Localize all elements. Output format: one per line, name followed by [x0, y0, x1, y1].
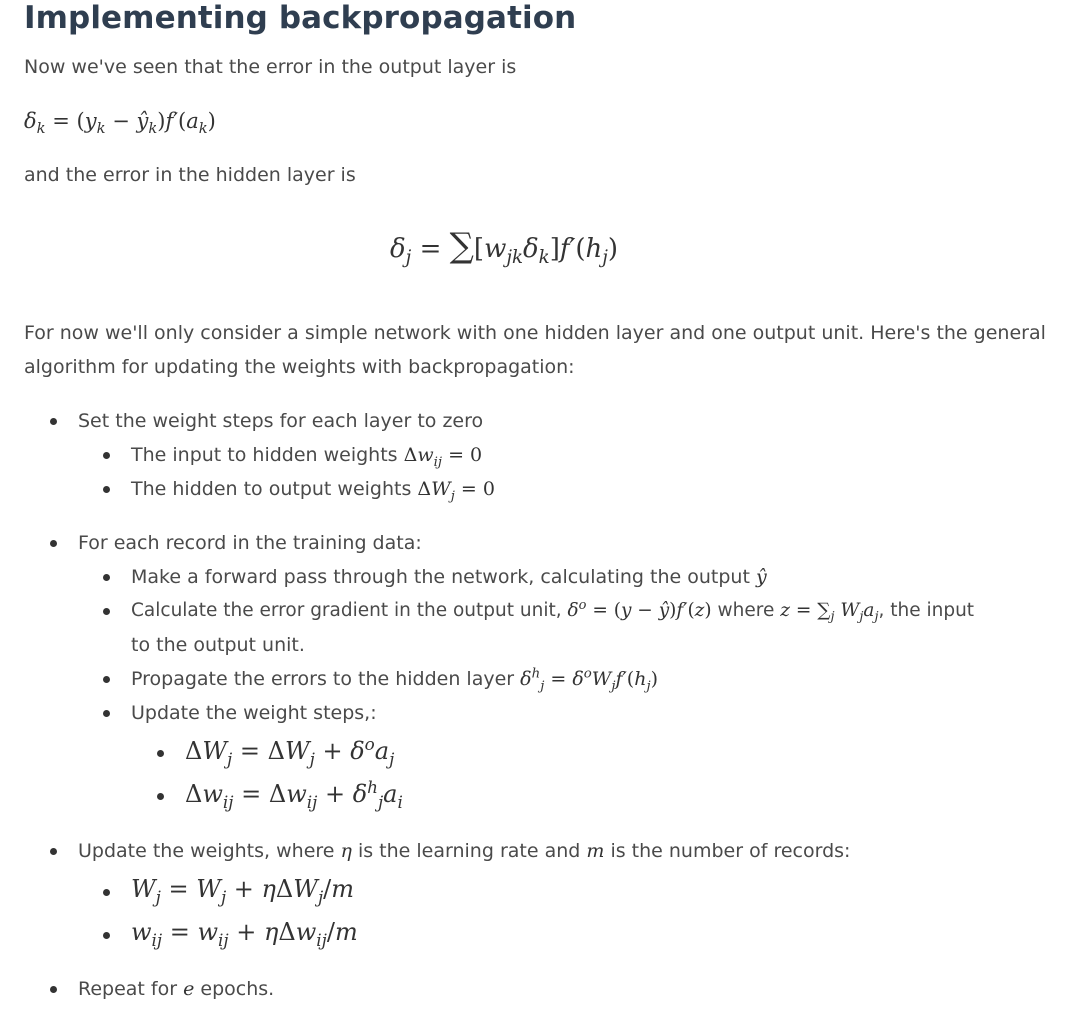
step-2b-formula: $\delta^o = (y$ − ŷ)f′(z) [567, 597, 712, 621]
step-2d-formula-1: $\Delta W_j = \Delta W_j + \delta^oa_j$ [185, 734, 395, 769]
step-2: For each record in the training data: [78, 532, 422, 554]
step-2a-text: Make a forward pass through the network, calculating the output [131, 566, 750, 588]
bullet-icon [103, 486, 110, 493]
bullet-icon [50, 418, 57, 425]
simple-network-text-1: For now we'll only consider a simple network with one hidden layer and one output unit. Here's the general [24, 322, 1046, 344]
step-3-formula-2: $w_{ij} = w_{ij} + \eta\Delta w_{ij}/m$ [131, 918, 358, 950]
step-2b-cont: to the output unit. [131, 634, 305, 656]
simple-network-text-2: algorithm for updating the weights with backpropagation: [24, 356, 575, 378]
step-2b [131, 594, 974, 628]
step-1b [131, 472, 495, 506]
step-3-text-post: is the number of records: [610, 840, 851, 862]
step-4-text-post: epochs. [200, 978, 275, 1000]
step-1b-text: The hidden to output weights [131, 478, 412, 500]
bullet-icon [103, 932, 110, 939]
step-3 [78, 834, 850, 868]
step-2a-formula: ŷ [755, 566, 767, 588]
step-2c-formula: $\delta^h_j = \delta^oW_jf'(h_j)$ [520, 666, 659, 694]
step-2b-tail: , the input [878, 600, 975, 621]
step-1b-formula: $\Delta W_j = 0$ [417, 478, 495, 504]
bullet-icon [50, 986, 57, 993]
step-3-text-pre: Update the weights, where [78, 840, 335, 862]
bullet-icon [157, 793, 164, 800]
step-2b-z-formula: $z = \sum_j$ $W_ja_j$ [780, 600, 879, 625]
step-3-formula-1: $W_j = W_j + \eta\Delta W_j/m$ [131, 875, 355, 907]
bullet-icon [103, 710, 110, 717]
bullet-icon [103, 676, 110, 683]
bullet-icon [103, 889, 110, 896]
bullet-icon [50, 540, 57, 547]
step-3-text-mid: is the learning rate and [357, 840, 581, 862]
intro-text: Now we've seen that the error in the output layer is [24, 56, 517, 78]
step-1: Set the weight steps for each layer to zero [78, 410, 484, 432]
step-1a [131, 438, 482, 472]
m-symbol: m [586, 840, 605, 862]
step-4-text-pre: Repeat for [78, 978, 178, 1000]
step-1a-formula: $\Delta w_{ij} = 0$ [403, 444, 483, 470]
output-error-formula: $\delta_k = (y_k$ − $ŷ_k)f'(a_k)$ [24, 109, 216, 138]
eta-symbol: η [340, 840, 352, 862]
e-symbol: e [183, 978, 195, 1000]
bullet-icon [103, 608, 110, 615]
step-2b-text: Calculate the error gradient in the output unit, [131, 600, 562, 621]
page-title: Implementing backpropagation [24, 0, 577, 36]
hidden-intro-text: and the error in the hidden layer is [24, 164, 356, 186]
step-4 [78, 972, 274, 1006]
bullet-icon [50, 848, 57, 855]
step-2c [131, 662, 658, 696]
step-1a-text: The input to hidden weights [131, 444, 398, 466]
step-2a [131, 560, 767, 594]
bullet-icon [103, 574, 110, 581]
hidden-error-formula: $\delta_j = \sum[w_{jk}\delta_k]f'(h_j)$ [390, 226, 619, 269]
step-2d: Update the weight steps,: [131, 702, 377, 724]
bullet-icon [157, 750, 164, 757]
step-2b-where: where [717, 600, 775, 621]
bullet-icon [103, 452, 110, 459]
step-2d-formula-2: $\Delta w_{ij} = \Delta w_{ij} + \delta^h_ja_i$ [185, 777, 403, 812]
step-2c-text: Propagate the errors to the hidden layer [131, 668, 515, 690]
